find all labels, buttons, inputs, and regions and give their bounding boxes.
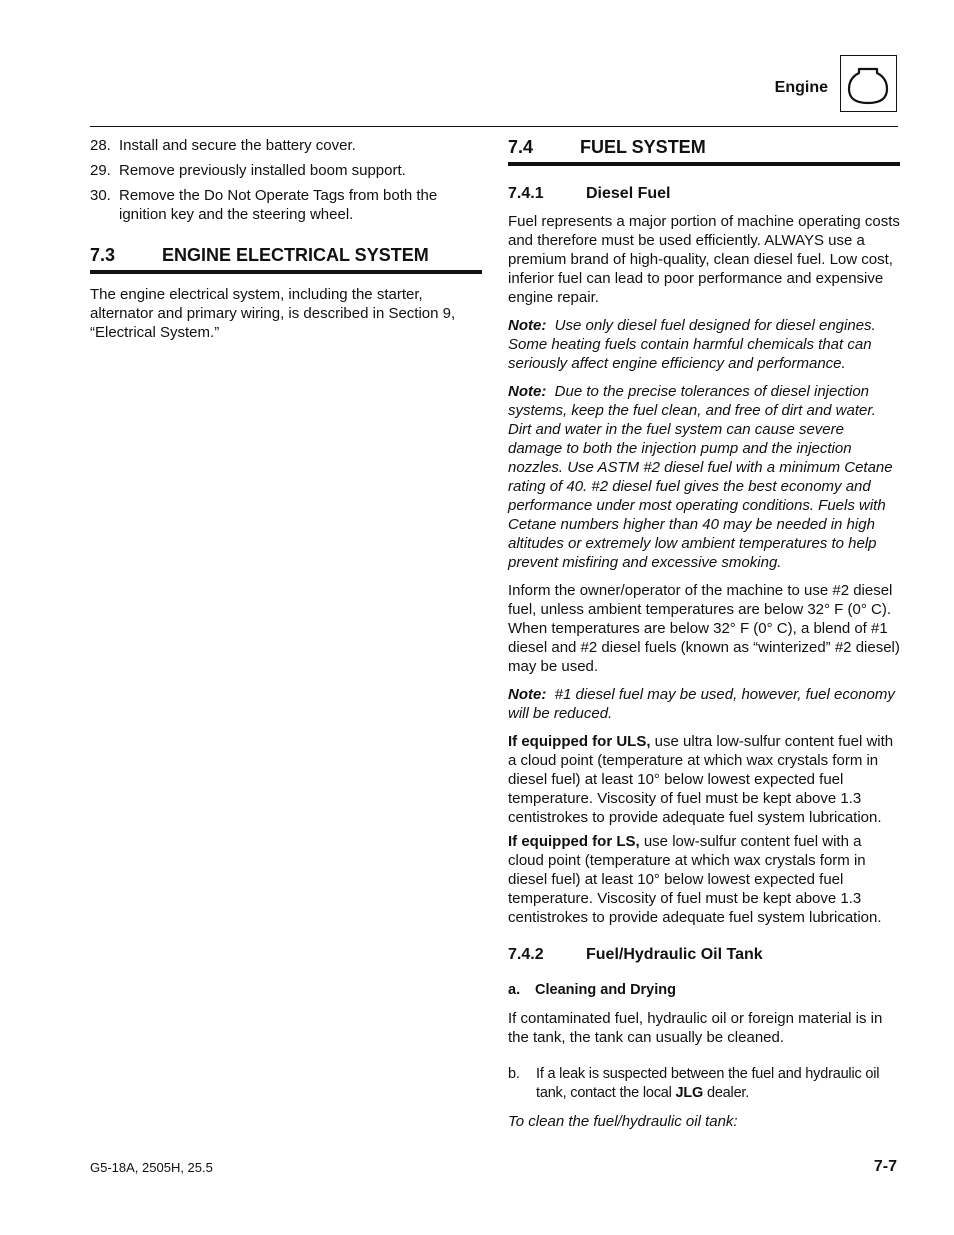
item-letter: a. xyxy=(508,982,521,998)
subsection-title: Diesel Fuel xyxy=(586,185,671,202)
page-number: 7-7 xyxy=(873,1158,897,1175)
paragraph: Fuel represents a major portion of machine operating costs and therefore must be used efficiently. ALWAYS use a premium brand of high-quality, clean diesel fuel. Low cost, inferior fuel can lead to poor performance and expensive engine repair. xyxy=(508,213,900,306)
step-text: Install and secure the battery cover. xyxy=(119,137,356,154)
item-text: dealer. xyxy=(706,1085,750,1101)
item-text: If a leak is suspected between the fuel and hydraulic oil tank, contact the local xyxy=(536,1066,880,1101)
brand-name: JLG xyxy=(675,1085,704,1101)
note-text: Use only diesel fuel designed for diesel engines. Some heating fuels contain harmful chemicals that can seriously affect engine efficiency and performance. xyxy=(508,317,876,372)
item-letter: b. xyxy=(508,1066,520,1082)
steps-list xyxy=(90,136,482,224)
step-number: 30. xyxy=(90,187,111,204)
section-title: FUEL SYSTEM xyxy=(580,137,706,157)
note xyxy=(508,685,900,723)
list-item xyxy=(90,161,482,180)
section-number: 7.3 xyxy=(90,245,116,265)
engine-icon xyxy=(840,55,897,112)
note-text: #1 diesel fuel may be used, however, fuel economy will be reduced. xyxy=(508,686,895,722)
ls-label: If equipped for LS, xyxy=(508,833,640,850)
list-item xyxy=(90,186,482,224)
closing-text: To clean the fuel/hydraulic oil tank: xyxy=(508,1113,738,1130)
step-number: 28. xyxy=(90,137,111,154)
note-text: Due to the precise tolerances of diesel injection systems, keep the fuel clean, and free of dirt and water. Dirt and water in the fuel system can cause severe damage to both the injection pump and the injection nozzles. Use ASTM #2 diesel fuel with a minimum Cetane rating of 40. #2 diesel fuel gives the best economy and performance under most operating conditions. Fuels with Cetane numbers higher than 40 may be needed in high altitudes or extremely low ambient temperatures to help prevent misfiring and excessive smoking. xyxy=(508,383,893,571)
left-column xyxy=(90,136,482,342)
paragraph: If contaminated fuel, hydraulic oil or foreign material is in the tank, the tank can usually be cleaned. xyxy=(508,1010,883,1046)
step-number: 29. xyxy=(90,162,111,179)
header-rule xyxy=(90,126,898,127)
paragraph: Inform the owner/operator of the machine to use #2 diesel fuel, unless ambient temperatures are below 32° F (0° C). When temperatures are below 32° F (0° C), a blend of #1 diesel and #2 diesel fuels (known as “winterized” #2 diesel) may be used. xyxy=(508,582,900,675)
uls-text: use ultra low-sulfur content fuel with a cloud point (temperature at which wax crystals form in diesel fuel) at least 10° below lowest expected fuel temperature. Viscosity of fuel must be kept above 1.3 centistrokes to provide adequate fuel system lubrication. xyxy=(508,733,894,826)
note xyxy=(508,316,900,373)
note-label: Note: xyxy=(508,317,547,334)
note-label: Note: xyxy=(508,686,547,703)
subsection-title: Fuel/Hydraulic Oil Tank xyxy=(586,946,763,963)
footer-doc-code: G5-18A, 2505H, 25.5 xyxy=(90,1160,213,1175)
paragraph: The engine electrical system, including the starter, alternator and primary wiring, is described in Section 9, “Electrical System.” xyxy=(90,286,456,341)
paragraph-ls xyxy=(508,832,900,927)
subsection-number: 7.4.1 xyxy=(508,185,544,202)
list-item xyxy=(90,136,482,155)
subsection-number: 7.4.2 xyxy=(508,946,544,963)
item-b xyxy=(508,1065,900,1103)
note xyxy=(508,382,900,572)
section-number: 7.4 xyxy=(508,137,534,157)
header-title: Engine xyxy=(774,79,828,96)
ls-text: use low-sulfur content fuel with a cloud point (temperature at which wax crystals form in diesel fuel) at least 10° below lowest expected fuel temperature. Viscosity of fuel must be kept above 1.3 centistrokes to provide adequate fuel system lubrication. xyxy=(508,833,882,926)
section-heading-7-3 xyxy=(90,244,482,274)
paragraph-uls xyxy=(508,732,900,827)
section-heading-7-4 xyxy=(508,136,900,166)
step-text: Remove previously installed boom support. xyxy=(119,162,406,179)
subsection-heading-7-4-2 xyxy=(508,945,900,965)
note-label: Note: xyxy=(508,383,547,400)
uls-label: If equipped for ULS, xyxy=(508,733,651,750)
right-column xyxy=(508,136,900,1131)
subsection-heading-7-4-1 xyxy=(508,184,900,204)
item-a-heading xyxy=(508,981,900,1000)
section-title: ENGINE ELECTRICAL SYSTEM xyxy=(162,245,429,265)
step-text: Remove the Do Not Operate Tags from both the ignition key and the steering wheel. xyxy=(119,187,438,223)
item-title: Cleaning and Drying xyxy=(535,982,676,998)
